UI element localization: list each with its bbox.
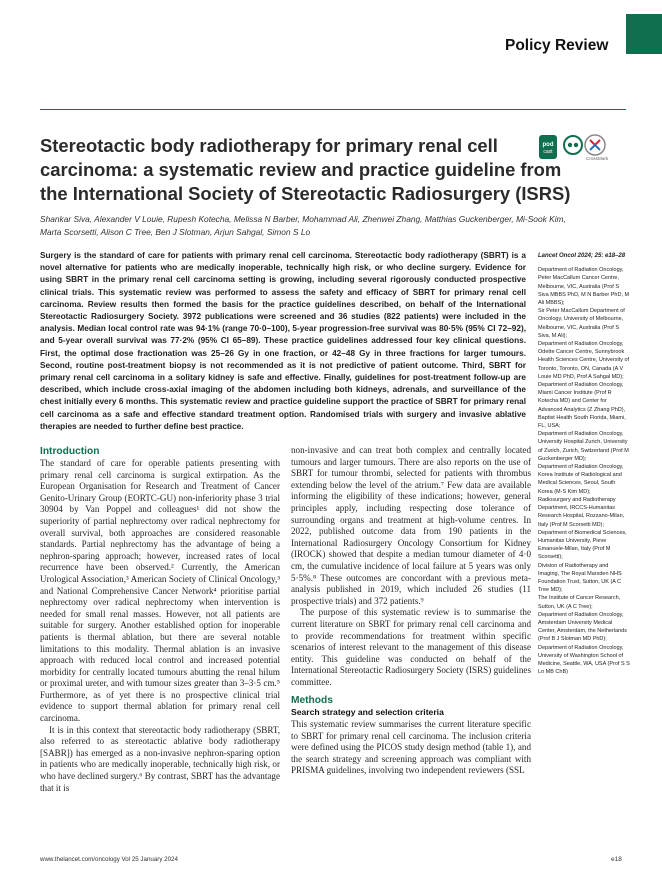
- affiliation: Sir Peter MacCallum Department of Oncology, University of Melbourne, Melbourne, VIC, Australia (Prof S Siva, M Ali);: [538, 308, 625, 339]
- affiliation: Department of Radiation Oncology, University of Washington School of Medicine, Seattle, WA, USA (Prof S S Lo MB ChB): [538, 644, 630, 676]
- body-column-1: [40, 445, 280, 794]
- affiliation: Radiosurgery and Radiotherapy Department, IRCCS-Humanitas Research Hospital, Rozzano-Milan, Italy (Prof M Scorsetti MD);: [538, 496, 625, 528]
- paragraph: It is in this context that stereotactic body radiotherapy (SBRT, also referred to as stereotactic ablative body radiotherapy [SABR]) has emerged as a non-invasive nephron-sparing option in patients who are medically inoperable, technically high risk, or who have declined surgery.⁶ By contrast, SBRT has the advantage that it is: [40, 724, 280, 793]
- title-line: the International Society of Stereotactic Radiosurgery (ISRS): [40, 183, 571, 204]
- paragraph: non-invasive and can treat both complex and centrally located tumours and larger tumours. There are also reports on the use of SBRT for tumour thrombi, selected for patients with thrombus extending below the level of the atrium.⁷ Few data are available informing the eligibility of these indications; however, general principles apply, including respecting dose tolerance of surrounding organs and treatment at high-volume centres. In 2022, published outcome data from 190 patients in the International Radiosurgery Oncology Consortium for Kidney (IROCK) showed that despite a median tumour diameter of 4·0 cm, the cumulative incidence of local failure at 5 years was only 5·5%.⁸ These outcomes are concordant with a previous meta-analysis published in 2019, which included 26 studies (11 prospective trials) and 372 patients.⁹: [291, 445, 531, 606]
- methods-heading: Methods: [291, 695, 333, 707]
- section-label: Policy Review: [505, 37, 609, 54]
- title-line: Stereotactic body radiotherapy for primary renal cell: [40, 135, 498, 156]
- author-list: [40, 213, 566, 239]
- search-strategy-subheading: Search strategy and selection criteria: [291, 707, 444, 718]
- author-line: Marta Scorsetti, Alison C Tree, Ben J Slotman, Arjun Sahgal, Simon S Lo: [40, 227, 311, 237]
- body-column-2: [291, 445, 531, 777]
- affiliation: Department of Biomedical Sciences, Humanitas University, Pieve Emanuele-Milan, Italy (Prof M Scorsetti);: [538, 529, 627, 561]
- affiliation: Division of Radiotherapy and Imaging, The Royal Marsden NHS Foundation Trust, Sutton, UK (A C Tree MD);: [538, 562, 622, 594]
- affiliation: Department of Radiation Oncology, Miami Cancer Institute (Prof R Kotecha MD) and Center for Advanced Analytics (Z Zhang PhD), Baptist Health South Florida, Miami, FL, USA;: [538, 382, 626, 430]
- header-rule: [40, 109, 626, 110]
- badges: [537, 132, 627, 166]
- citation: Lancet Oncol 2024; 25: e18–28: [538, 253, 626, 259]
- author-line: Shankar Siva, Alexander V Louie, Rupesh Kotecha, Melissa N Barber, Mohammad Ali, Zhenwei Zhang, Matthias Guckenberger, Mi-Sook Kim,: [40, 214, 566, 224]
- headphones-icon: [564, 136, 582, 154]
- abstract: Surgery is the standard of care for patients with primary renal cell carcinoma. Stereotactic body radiotherapy (SBRT) is a novel alternative for patients who are medically inoperable, technically high risk, or who decline surgery. Evidence for using SBRT in the primary renal cell carcinoma setting is growing, including several rigorously conducted prospective clinical trials. This systematic review was performed to assess the safety and efficacy of SBRT for primary renal cell carcinoma. Review results then formed the basis for the practice guidelines described, on behalf of the International Stereotactic Radiosurgery Society. 3972 publications were screened and 36 studies (822 patients) were included in the analysis. Median local control rate was 94·1% (range 70·0–100), 5-year progression-free survival was 80·5% (95% CI 72–92), and 5-year overall survival was 77·2% (95% CI 65–89). These practice guidelines addressed four key clinical questions. First, the optimal dose fractionation was 25–26 Gy in one fraction, or 42–48 Gy in three fractions for larger tumours. Second, routine post-treatment biopsy is not recommended as it is not predictive of patient outcome. Third, SBRT for primary renal cell carcinoma in a solitary kidney is safe and effective. Finally, guidelines for post-treatment follow-up are described, which include cross-axial imaging of the abdomen including both kidneys, adrenals, and surveillance of the chest initially every 6 months. This systematic review and practice guideline support the practice of SBRT for primary renal cell carcinoma as a safe and effective standard treatment option. Randomised trials with surgery and invasive ablative therapies are needed to further define best practice.: [40, 251, 526, 431]
- footer-journal[interactable]: www.thelancet.com/oncology Vol 25 January 2024: [40, 856, 178, 863]
- affiliation: Department of Radiation Oncology, Peter MacCallum Cancer Centre, Melbourne, VIC, Australia (Prof S Siva MBBS PhD, M N Barber PhD, M Ali MBBS);: [538, 267, 630, 307]
- sidebar: [538, 252, 630, 676]
- paragraph: The standard of care for operable patients presenting with primary renal cell carcinoma is surgical extirpation. As the European Organisation for Research and Treatment of Cancer Genito-Urinary Group (EORTC-GU) non-inferiority phase 3 trial 30904 by Van Poppel and colleagues¹ did not show the superiority of partial nephrectomy over radical nephrectomy for overall survival, both approaches are considered reasonable standards. Partial nephrectomy has the advantage of being a nephron-sparing approach; however, increased rates of local recurrence have been observed.² Currently, the American Urological Association,³ American Society of Clinical Oncology,³ and National Comprehensive Cancer Network⁴ prioritise partial nephrectomy over radical nephrectomy when intervention is needed for small renal masses. However, not all patients are suitable for surgery. Another established option for inoperable patients is thermal ablation, but there are several notable limitations to this modality. Thermal ablation is an invasive approach with reduced local control and increased potential morbidity for centrally located tumours abutting the renal hilum or proximal ureter, and with tumour sizes greater than 3–3·5 cm.⁵ Furthermore, as of yet there is no prospective clinical trial evidence to support thermal ablation for primary renal cell carcinoma.: [40, 458, 280, 724]
- section-color-tab: [626, 14, 662, 54]
- svg-text:pod: pod: [542, 142, 554, 148]
- affiliation: The Institute of Cancer Research, Sutton, UK (A C Tree);: [538, 595, 621, 610]
- paragraph: The purpose of this systematic review is to summarise the current literature on SBRT for primary renal cell carcinoma and to provide recommendations for treatment within specific scenarios of interest relevant to the management of this disease entity. This guideline was conducted on behalf of the International Stereotactic Radiosurgery Society (ISRS) guidelines committee.: [291, 607, 531, 687]
- introduction-heading: Introduction: [40, 446, 100, 457]
- affiliation: Department of Radiation Oncology, University Hospital Zurich, University of Zurich, Zurich, Switzerland (Prof M Guckenberger MD);: [538, 431, 629, 462]
- affiliation: Department of Radiation Oncology, Korea Institute of Radiological and Medical Sciences, Seoul, South Korea (M-S Kim MD);: [538, 464, 624, 495]
- podcast-icon[interactable]: [539, 135, 557, 159]
- svg-text:cast: cast: [543, 149, 553, 155]
- page-number: e18: [611, 856, 622, 863]
- affiliation: Department of Radiation Oncology, Amsterdam University Medical Center, Amsterdam, the Netherlands (Prof B J Slotman MD PhD);: [538, 611, 627, 643]
- crossmark-label: CrossMark: [586, 156, 609, 161]
- crossmark-icon[interactable]: [585, 135, 605, 155]
- paragraph: This systematic review summarises the current literature specific to SBRT for primary renal cell carcinoma. The inclusion criteria were defined using the PICOS study design method (table 1), and the search strategy and screening approach was compliant with PRISMA guidelines, involving two independent reviewers (SSL: [291, 718, 531, 776]
- affiliation: Department of Radiation Oncology, Odette Cancer Centre, Sunnybrook Health Sciences Centre, University of Toronto, Toronto, ON, Canada (A V Louie MD PhD, Prof A Sahgal MD);: [538, 341, 630, 380]
- title-line: carcinoma: a systematic review and practice guideline from: [40, 159, 562, 180]
